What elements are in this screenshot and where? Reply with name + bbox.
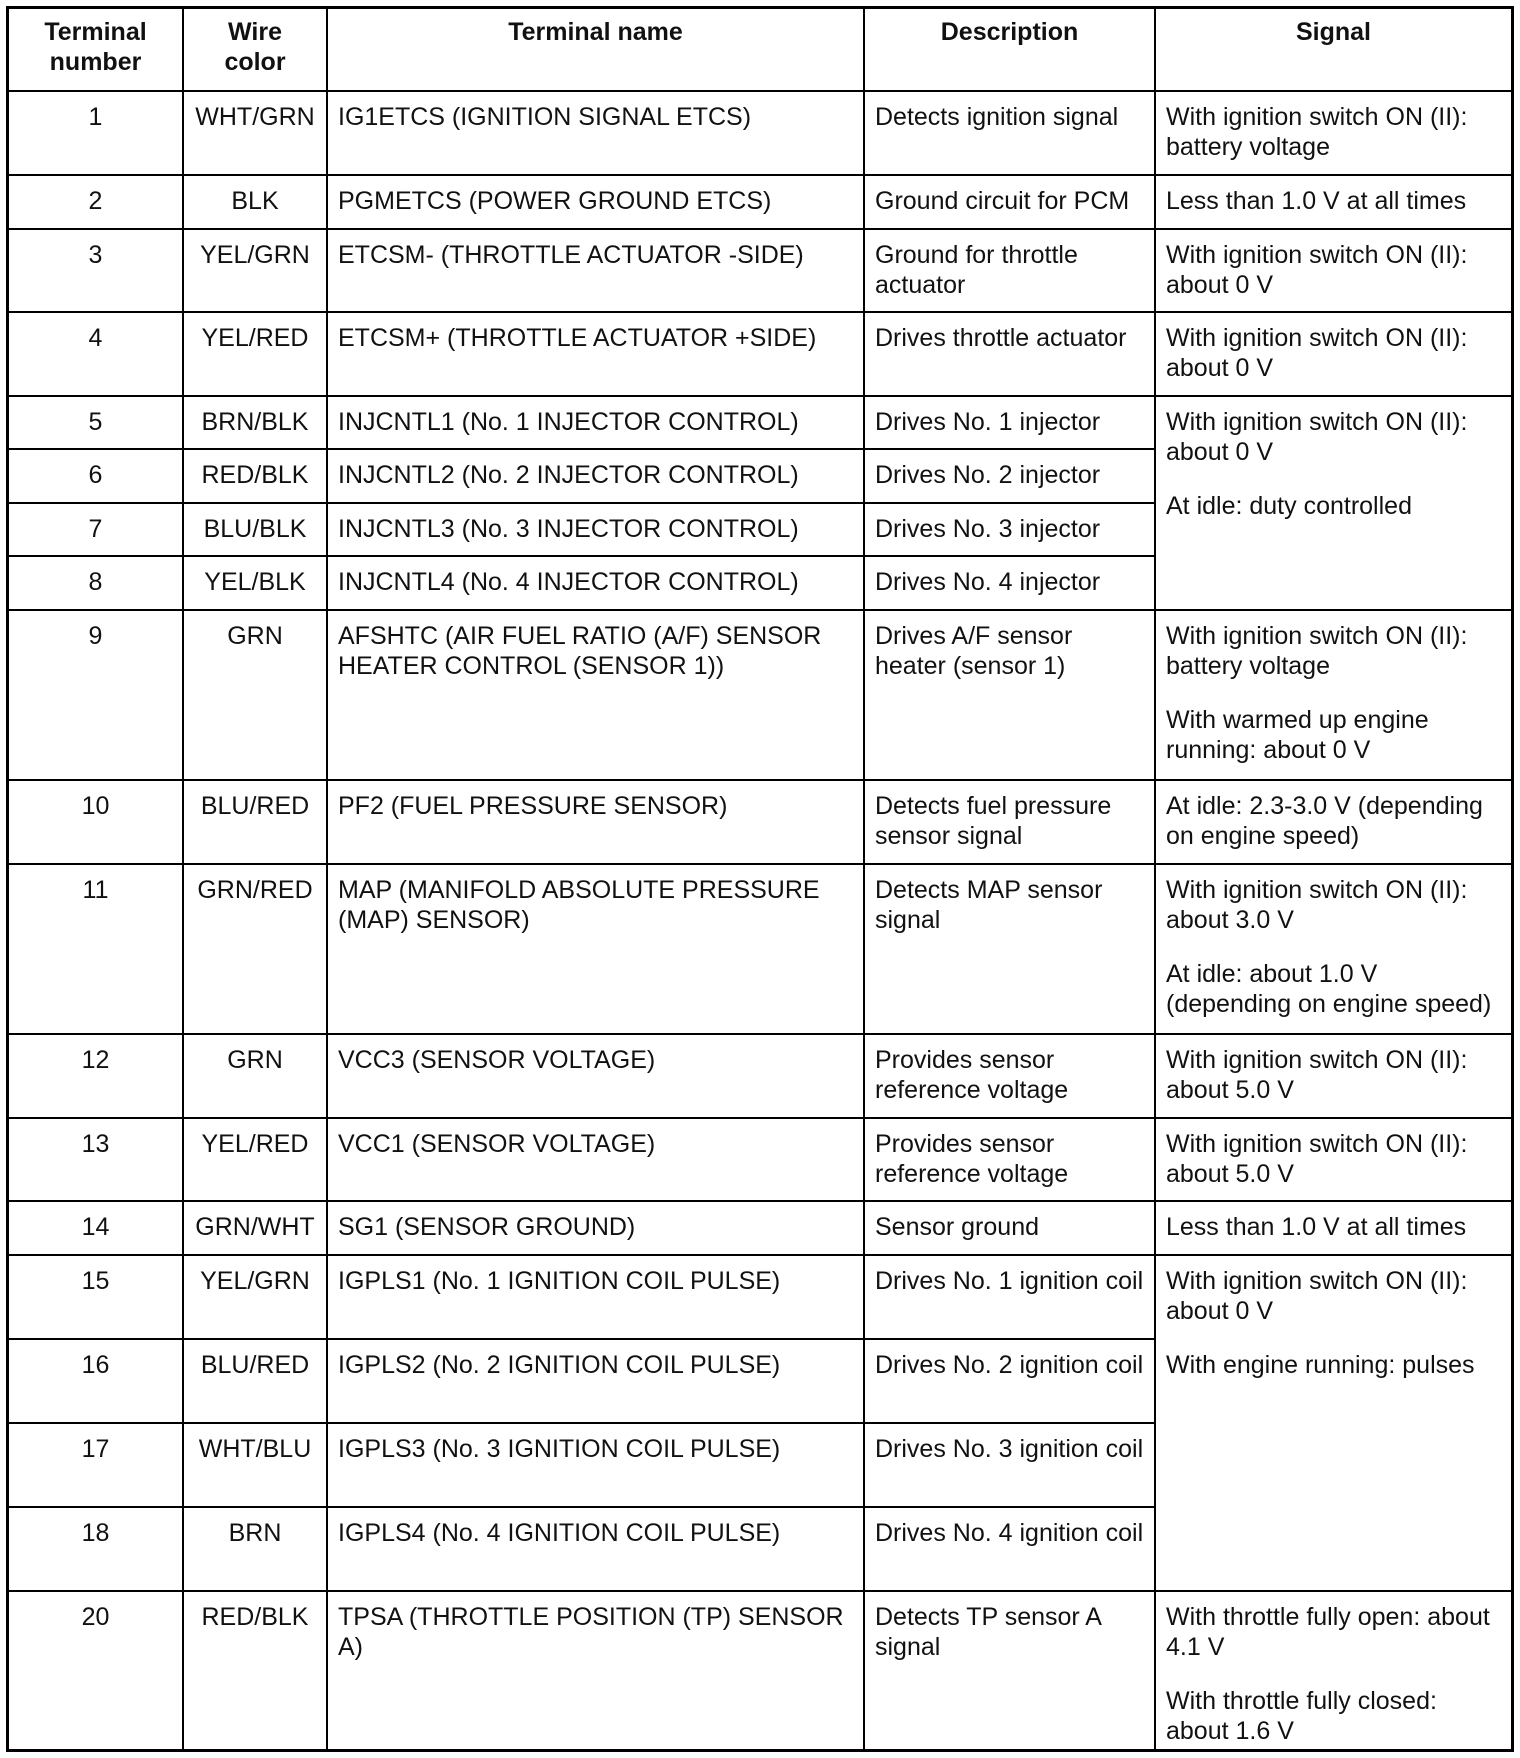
description: Drives A/F sensor heater (sensor 1) — [864, 610, 1155, 780]
terminal-name: ETCSM- (THROTTLE ACTUATOR -SIDE) — [327, 229, 864, 312]
table-row — [9, 91, 1511, 175]
table-row — [9, 1255, 1511, 1339]
terminal-number: 20 — [9, 1591, 183, 1752]
description: Provides sensor reference voltage — [864, 1118, 1155, 1201]
signal-line: At idle: 2.3-3.0 V (depending on engine speed) — [1166, 792, 1483, 850]
signal — [1155, 1255, 1511, 1591]
description: Provides sensor reference voltage — [864, 1034, 1155, 1118]
terminal-name: VCC1 (SENSOR VOLTAGE) — [327, 1118, 864, 1201]
description: Drives No. 1 injector — [864, 396, 1155, 449]
terminal-name: PF2 (FUEL PRESSURE SENSOR) — [327, 780, 864, 864]
terminal-name: IGPLS2 (No. 2 IGNITION COIL PULSE) — [327, 1339, 864, 1423]
signal-line: With warmed up engine running: about 0 V — [1166, 706, 1429, 764]
description: Sensor ground — [864, 1201, 1155, 1255]
terminal-number: 17 — [9, 1423, 183, 1507]
table-row — [9, 312, 1511, 396]
header-terminal-name: Terminal name — [327, 9, 864, 91]
terminal-number: 3 — [9, 229, 183, 312]
header-description: Description — [864, 9, 1155, 91]
signal — [1155, 610, 1511, 780]
table-row — [9, 229, 1511, 312]
wire-color: WHT/BLU — [183, 1423, 327, 1507]
wire-color: BRN/BLK — [183, 396, 327, 449]
description: Detects MAP sensor signal — [864, 864, 1155, 1034]
signal — [1155, 229, 1511, 312]
terminal-number: 4 — [9, 312, 183, 396]
signal — [1155, 91, 1511, 175]
signal-line: With ignition switch ON (II): about 5.0 V — [1166, 1130, 1468, 1188]
description: Ground for throttle actuator — [864, 229, 1155, 312]
wire-color: GRN/RED — [183, 864, 327, 1034]
signal-line: With ignition switch ON (II): battery voltage — [1166, 622, 1468, 680]
wire-color: YEL/RED — [183, 312, 327, 396]
wire-color: RED/BLK — [183, 1591, 327, 1752]
signal-line: With engine running: pulses — [1166, 1351, 1475, 1379]
signal-line: With ignition switch ON (II): battery voltage — [1166, 103, 1468, 161]
terminal-number: 18 — [9, 1507, 183, 1591]
terminal-number: 9 — [9, 610, 183, 780]
signal-line: With ignition switch ON (II): about 0 V — [1166, 408, 1468, 466]
signal — [1155, 780, 1511, 864]
terminal-number: 11 — [9, 864, 183, 1034]
wire-color: YEL/GRN — [183, 229, 327, 312]
signal-line: With ignition switch ON (II): about 0 V — [1166, 241, 1468, 299]
signal-line: With ignition switch ON (II): about 5.0 V — [1166, 1046, 1468, 1104]
terminal-number: 16 — [9, 1339, 183, 1423]
description: Drives No. 3 injector — [864, 503, 1155, 556]
description: Drives No. 2 injector — [864, 449, 1155, 503]
signal-line: With throttle fully closed: about 1.6 V — [1166, 1687, 1437, 1745]
signal — [1155, 1034, 1511, 1118]
description: Detects ignition signal — [864, 91, 1155, 175]
terminal-name: VCC3 (SENSOR VOLTAGE) — [327, 1034, 864, 1118]
signal — [1155, 1591, 1511, 1752]
terminal-name: ETCSM+ (THROTTLE ACTUATOR +SIDE) — [327, 312, 864, 396]
terminal-number: 2 — [9, 175, 183, 229]
description: Ground circuit for PCM — [864, 175, 1155, 229]
wire-color: YEL/GRN — [183, 1255, 327, 1339]
table-row — [9, 1591, 1511, 1752]
terminal-name: TPSA (THROTTLE POSITION (TP) SENSOR A) — [327, 1591, 864, 1752]
wire-color: BLU/RED — [183, 1339, 327, 1423]
signal-line: With ignition switch ON (II): about 0 V — [1166, 324, 1468, 382]
header-terminal-number: Terminal number — [9, 9, 183, 91]
terminal-number: 5 — [9, 396, 183, 449]
description: Drives No. 4 injector — [864, 556, 1155, 610]
signal-line: At idle: about 1.0 V (depending on engine speed) — [1166, 960, 1492, 1018]
terminal-number: 1 — [9, 91, 183, 175]
description: Drives No. 3 ignition coil — [864, 1423, 1155, 1507]
terminal-name: PGMETCS (POWER GROUND ETCS) — [327, 175, 864, 229]
signal-line: With throttle fully open: about 4.1 V — [1166, 1603, 1490, 1661]
wire-color: BLU/BLK — [183, 503, 327, 556]
signal-line: With ignition switch ON (II): about 0 V — [1166, 1267, 1468, 1325]
signal — [1155, 1118, 1511, 1201]
terminal-number: 7 — [9, 503, 183, 556]
signal-line: Less than 1.0 V at all times — [1166, 187, 1467, 215]
terminal-name: INJCNTL3 (No. 3 INJECTOR CONTROL) — [327, 503, 864, 556]
wire-color: GRN — [183, 1034, 327, 1118]
wire-color: GRN — [183, 610, 327, 780]
description: Drives No. 4 ignition coil — [864, 1507, 1155, 1591]
terminal-number: 13 — [9, 1118, 183, 1201]
terminal-number: 15 — [9, 1255, 183, 1339]
signal — [1155, 864, 1511, 1034]
wire-color: BRN — [183, 1507, 327, 1591]
wire-color: BLU/RED — [183, 780, 327, 864]
wire-color: YEL/RED — [183, 1118, 327, 1201]
terminal-name: INJCNTL1 (No. 1 INJECTOR CONTROL) — [327, 396, 864, 449]
signal — [1155, 312, 1511, 396]
terminal-table-sheet — [6, 6, 1514, 1752]
signal-line: Less than 1.0 V at all times — [1166, 1213, 1467, 1241]
description: Detects fuel pressure sensor signal — [864, 780, 1155, 864]
terminal-name: MAP (MANIFOLD ABSOLUTE PRESSURE (MAP) SENSOR) — [327, 864, 864, 1034]
description: Detects TP sensor A signal — [864, 1591, 1155, 1752]
signal-line: At idle: duty controlled — [1166, 492, 1412, 520]
header-row — [9, 9, 1511, 91]
wire-color: BLK — [183, 175, 327, 229]
terminal-number: 12 — [9, 1034, 183, 1118]
table-row — [9, 610, 1511, 780]
table-row — [9, 396, 1511, 449]
signal-line: With ignition switch ON (II): about 3.0 V — [1166, 876, 1468, 934]
terminal-name: IGPLS3 (No. 3 IGNITION COIL PULSE) — [327, 1423, 864, 1507]
terminal-name: IGPLS1 (No. 1 IGNITION COIL PULSE) — [327, 1255, 864, 1339]
signal — [1155, 1201, 1511, 1255]
terminal-number: 10 — [9, 780, 183, 864]
table-row — [9, 1201, 1511, 1255]
terminal-name: IG1ETCS (IGNITION SIGNAL ETCS) — [327, 91, 864, 175]
wire-color: WHT/GRN — [183, 91, 327, 175]
terminal-name: SG1 (SENSOR GROUND) — [327, 1201, 864, 1255]
terminal-table — [9, 9, 1511, 1752]
terminal-name: AFSHTC (AIR FUEL RATIO (A/F) SENSOR HEATER CONTROL (SENSOR 1)) — [327, 610, 864, 780]
signal — [1155, 175, 1511, 229]
wire-color: RED/BLK — [183, 449, 327, 503]
description: Drives throttle actuator — [864, 312, 1155, 396]
table-row — [9, 1118, 1511, 1201]
wire-color: YEL/BLK — [183, 556, 327, 610]
table-row — [9, 175, 1511, 229]
terminal-number: 6 — [9, 449, 183, 503]
header-signal: Signal — [1155, 9, 1511, 91]
table-row — [9, 780, 1511, 864]
signal — [1155, 396, 1511, 610]
terminal-number: 8 — [9, 556, 183, 610]
wire-color: GRN/WHT — [183, 1201, 327, 1255]
terminal-number: 14 — [9, 1201, 183, 1255]
terminal-name: INJCNTL4 (No. 4 INJECTOR CONTROL) — [327, 556, 864, 610]
table-row — [9, 864, 1511, 1034]
table-row — [9, 1034, 1511, 1118]
header-wire-color: Wire color — [183, 9, 327, 91]
terminal-name: IGPLS4 (No. 4 IGNITION COIL PULSE) — [327, 1507, 864, 1591]
description: Drives No. 2 ignition coil — [864, 1339, 1155, 1423]
description: Drives No. 1 ignition coil — [864, 1255, 1155, 1339]
terminal-name: INJCNTL2 (No. 2 INJECTOR CONTROL) — [327, 449, 864, 503]
